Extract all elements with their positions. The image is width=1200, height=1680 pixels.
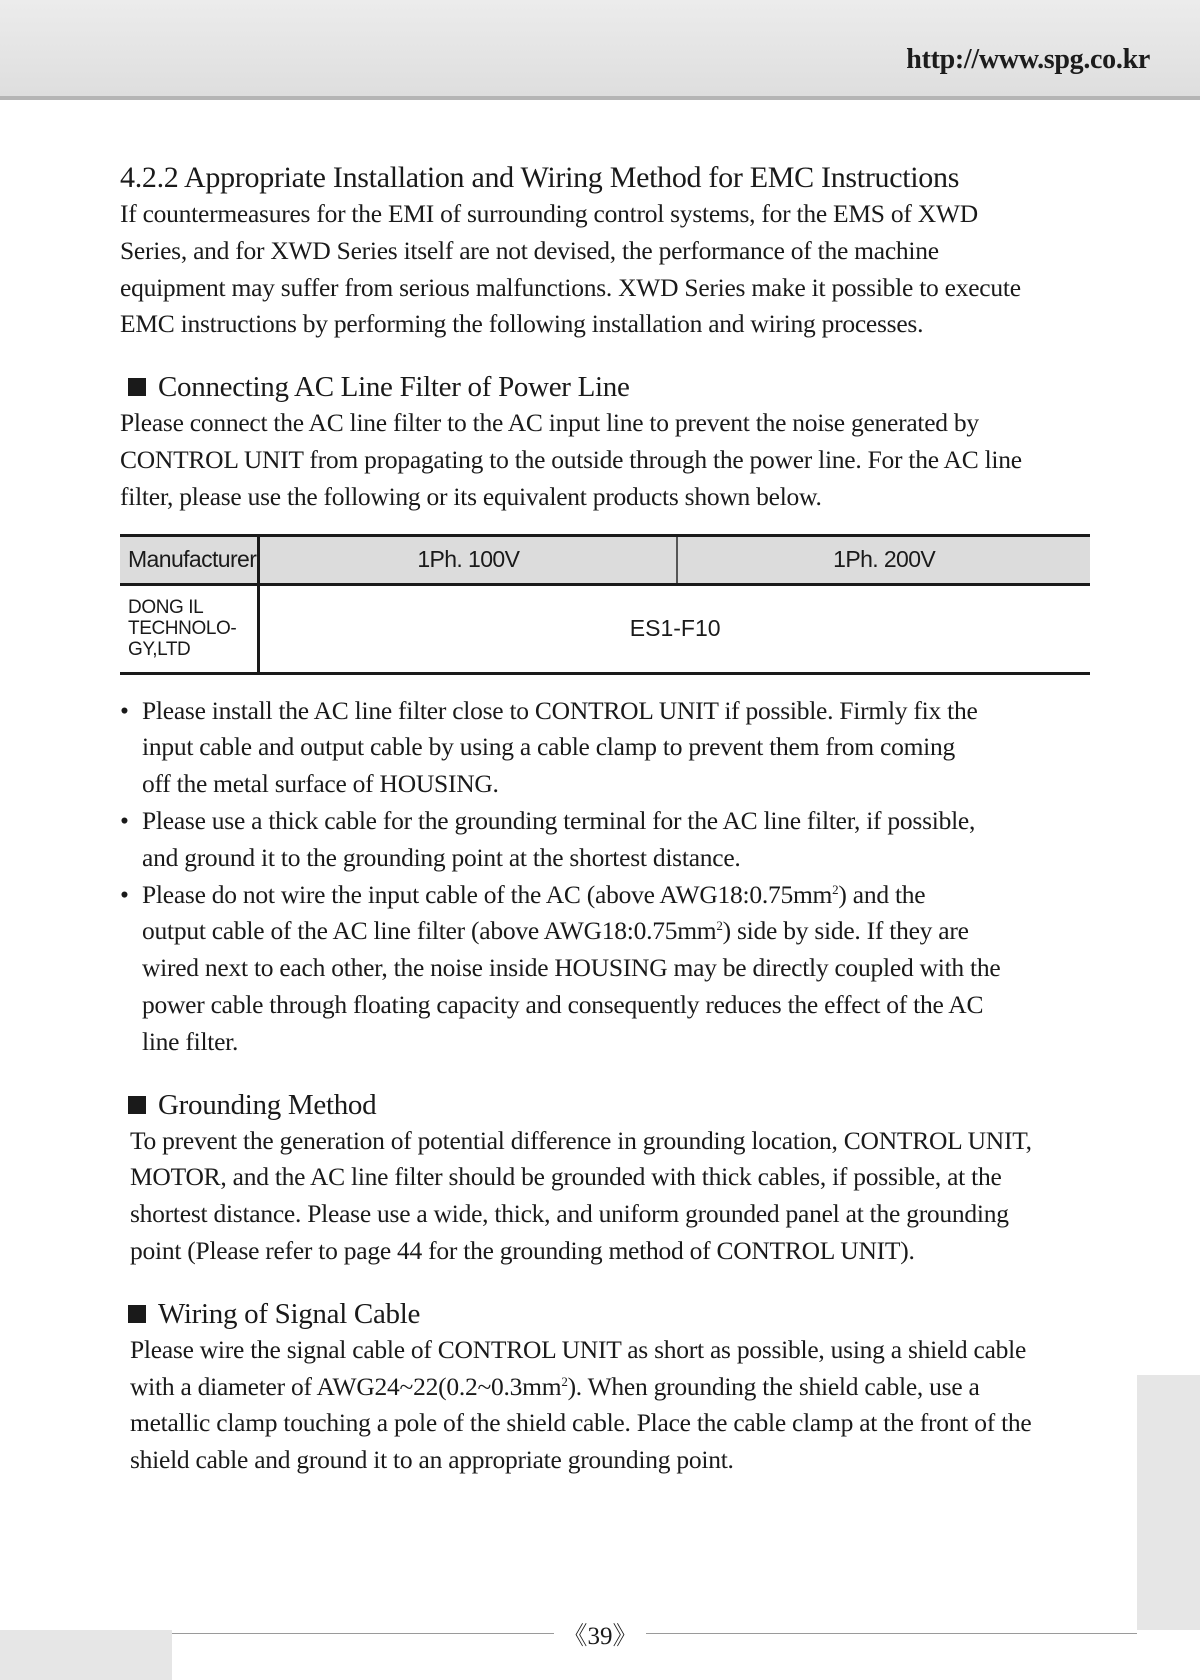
website-url: http://www.spg.co.kr [906, 44, 1150, 75]
column-header-100v: 1Ph. 100V [259, 535, 678, 584]
text-line: wired next to each other, the noise inside HOUSING may be directly coupled with the [142, 953, 1001, 983]
signal-cable-paragraph [130, 1332, 1120, 1479]
bullet-dot: • [120, 879, 129, 909]
text-line: with a diameter of $AWG24\sim 22(0.2\sim 0.3mm^2)$. When grounding the shield cable, use a [130, 1371, 980, 1401]
heading-text: Connecting AC Line Filter of Power Line [158, 371, 630, 404]
column-header-manufacturer: Manufacturer [120, 535, 259, 584]
text-line: Please do not wire the input cable of the AC (above $AWG18:0.75mm^2$) and the [142, 879, 926, 909]
text-line: Please use a thick cable for the grounding terminal for the AC line filter, if possible, [142, 805, 976, 835]
text-line: Please connect the AC line filter to the AC input line to prevent the noise generated by [120, 408, 979, 438]
ac-filter-heading [128, 369, 1120, 405]
text-line: CONTROL UNIT from propagating to the outside through the power line. For the AC line [120, 444, 1022, 474]
section-title: 4.2.2 Appropriate Installation and Wiring Method for EMC Instructions [120, 161, 960, 194]
text-line: input cable and output cable by using a cable clamp to prevent them from coming [142, 732, 955, 762]
side-thumb-tab [1137, 1375, 1200, 1630]
signal-cable-heading [128, 1296, 1120, 1332]
ac-filter-table [120, 534, 1090, 675]
square-bullet-icon [128, 1305, 146, 1323]
list-item [120, 877, 1120, 1061]
text-line: filter, please use the following or its equivalent products shown below. [120, 481, 822, 511]
manufacturer-cell [120, 584, 259, 673]
text-line: shortest distance. Please use a wide, thick, and uniform grounded panel at the grounding [130, 1199, 1009, 1229]
square-bullet-icon [128, 378, 146, 396]
text-line: To prevent the generation of potential difference in grounding location, CONTROL UNIT, [130, 1125, 1032, 1155]
text-line: point (Please refer to page 44 for the grounding method of CONTROL UNIT). [130, 1235, 915, 1265]
cell-line: DONG IL [128, 597, 204, 619]
table-header-row [120, 535, 1090, 584]
square-bullet-icon [128, 1096, 146, 1114]
text-line: off the metal surface of HOUSING. [142, 769, 499, 799]
text-line: output cable of the AC line filter (above $AWG18:0.75mm^2$) side by side. If they are [142, 916, 969, 946]
text-line: If countermeasures for the EMI of surrounding control systems, for the EMS of XWD [120, 199, 978, 228]
installation-notes [120, 693, 1120, 1061]
model-cell: ES1-F10 [259, 584, 1090, 673]
grounding-paragraph [130, 1123, 1120, 1270]
list-item [120, 693, 1120, 803]
page-header [0, 0, 1200, 100]
text-line: Series, and for XWD Series itself are not devised, the performance of the machine [120, 235, 939, 265]
cell-line: TECHNOLO- [128, 618, 237, 640]
heading-text: Grounding Method [158, 1088, 377, 1121]
text-line: equipment may suffer from serious malfunctions. XWD Series make it possible to execute [120, 272, 1021, 302]
page-content [120, 160, 1120, 1479]
page-number [0, 1616, 1200, 1652]
text-line: Please wire the signal cable of CONTROL UNIT as short as possible, using a shield cable [130, 1334, 1027, 1364]
bullet-dot: • [120, 695, 129, 725]
intro-paragraph [120, 196, 1120, 343]
column-header-200v: 1Ph. 200V [677, 535, 1090, 584]
text-line: line filter. [142, 1026, 239, 1056]
text-line: shield cable and ground it to an appropriate grounding point. [130, 1445, 734, 1475]
text-line: MOTOR, and the AC line filter should be grounded with thick cables, if possible, at the [130, 1162, 1002, 1192]
bullet-dot: • [120, 805, 129, 835]
text-line: power cable through floating capacity and consequently reduces the effect of the AC [142, 989, 984, 1019]
list-item [120, 803, 1120, 877]
text-line: metallic clamp touching a pole of the shield cable. Place the cable clamp at the front of the [130, 1408, 1032, 1438]
table-row [120, 584, 1090, 673]
text-line: EMC instructions by performing the following installation and wiring processes. [120, 309, 924, 339]
ac-filter-paragraph [120, 405, 1120, 515]
text-line: Please install the AC line filter close to CONTROL UNIT if possible. Firmly fix the [142, 695, 978, 725]
heading-text: Wiring of Signal Cable [158, 1297, 421, 1330]
text-line: and ground it to the grounding point at the shortest distance. [142, 842, 741, 872]
grounding-heading [128, 1087, 1120, 1123]
page-number-text: 《39》 [554, 1623, 645, 1650]
cell-line: GY,LTD [128, 639, 191, 661]
